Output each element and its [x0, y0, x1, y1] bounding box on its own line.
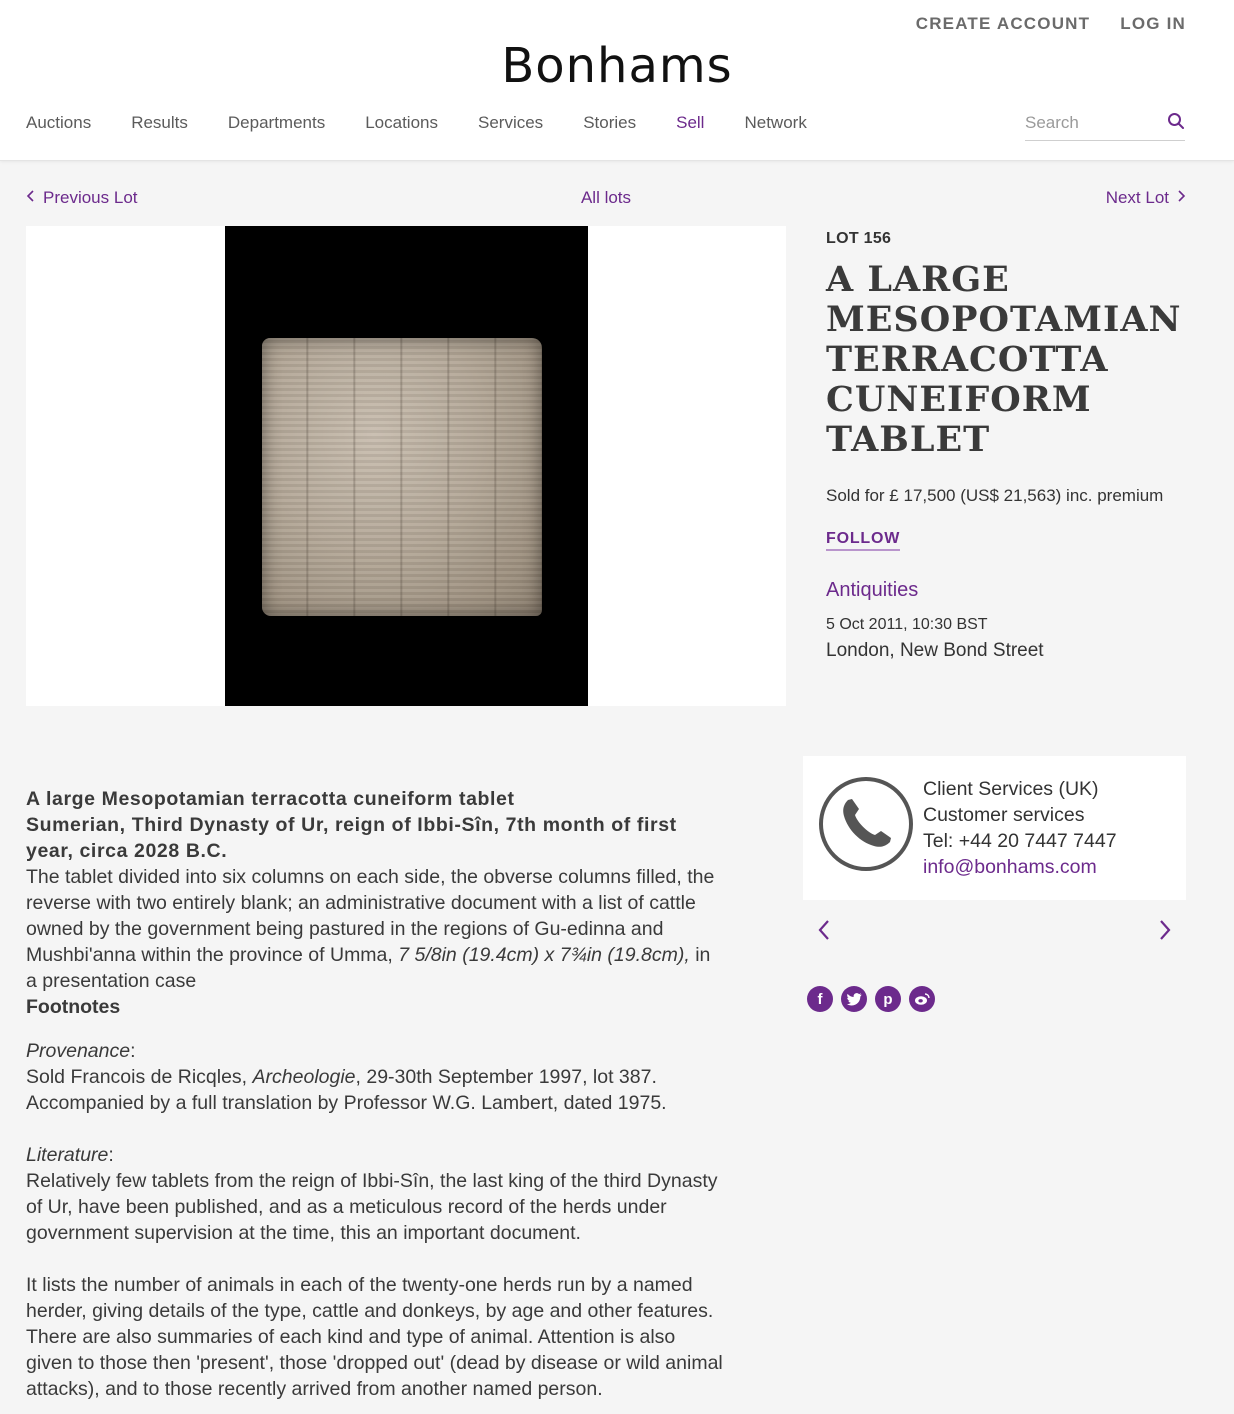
dimensions: 7 5/8in (19.4cm) x 7¾in (19.8cm),	[398, 944, 690, 966]
literature-label-text: Literature	[26, 1144, 109, 1166]
description-body	[26, 864, 726, 994]
site-header	[0, 0, 1234, 161]
nav-departments[interactable]: Departments	[227, 113, 326, 132]
lot-navigation	[26, 188, 1186, 212]
main-nav	[26, 113, 847, 133]
provenance-text-c: , 29-30th September 1997, lot 387.	[355, 1066, 657, 1088]
nav-results[interactable]: Results	[131, 113, 188, 132]
bonhams-logo[interactable]: Bonhams	[501, 38, 733, 94]
lot-summary	[826, 230, 1186, 662]
social-share	[807, 986, 935, 1012]
sold-price: Sold for £ 17,500 (US$ 21,563) inc. premium	[826, 486, 1164, 505]
next-lot-label: Next Lot	[1105, 188, 1169, 207]
search-icon[interactable]	[1167, 112, 1185, 135]
provenance-text-b: Archeologie	[252, 1066, 356, 1088]
nav-stories[interactable]: Stories	[583, 113, 637, 132]
nav-sell[interactable]: Sell	[676, 113, 705, 132]
auction-location: London, New Bond Street	[826, 640, 1044, 661]
search-box	[1025, 110, 1185, 141]
footnotes-heading: Footnotes	[26, 996, 121, 1018]
previous-lot-label: Previous Lot	[43, 188, 138, 207]
contact-department: Client Services (UK)	[923, 778, 1099, 800]
literature-label: Literature:	[26, 1144, 114, 1166]
nav-locations[interactable]: Locations	[365, 113, 438, 132]
facebook-icon[interactable]: f	[807, 986, 833, 1012]
literature-paragraph-2: It lists the number of animals in each of the twenty-one herds run by a named herder, giving details of the type, cattle and donkeys, by age and other features. There are also summaries of each kind and type of animal. Attention is also given to those then 'present', those 'dropped out' (dead by disease or wild animal attacks), and to those recently arrived from another named person.	[26, 1274, 723, 1400]
lot-image[interactable]	[225, 226, 588, 706]
contact-email-link[interactable]: info@bonhams.com	[923, 856, 1097, 878]
literature-paragraph-1: Relatively few tablets from the reign of Ibbi-Sîn, the last king of the third Dynasty of Ur, have been published, and as a meticulous record of the herds under government supervision at the time, this an important document.	[26, 1170, 718, 1244]
department-link[interactable]: Antiquities	[826, 579, 919, 601]
search-input[interactable]	[1025, 113, 1155, 133]
follow-button[interactable]: FOLLOW	[826, 530, 900, 551]
description-subheading: Sumerian, Third Dynasty of Ur, reign of Ibbi-Sîn, 7th month of first year, circa 2028 B.C.	[26, 814, 677, 862]
next-lot-link[interactable]	[1106, 188, 1186, 208]
cuneiform-tablet-image	[262, 338, 542, 616]
provenance-label: Provenance:	[26, 1040, 136, 1062]
all-lots-link[interactable]: All lots	[580, 188, 632, 207]
provenance-line-2: Accompanied by a full translation by Professor W.G. Lambert, dated 1975.	[26, 1092, 667, 1114]
lot-image-container	[26, 226, 786, 706]
nav-services[interactable]: Services	[478, 113, 544, 132]
create-account-link[interactable]: CREATE ACCOUNT	[915, 14, 1091, 33]
contact-details	[923, 776, 1117, 880]
chevron-right-icon	[1177, 188, 1186, 208]
contact-phone: Tel: +44 20 7447 7447	[923, 830, 1117, 852]
provenance-label-text: Provenance	[26, 1040, 131, 1062]
log-in-link[interactable]: LOG IN	[1120, 14, 1186, 33]
provenance-line-1	[26, 1064, 726, 1090]
auction-date: 5 Oct 2011, 10:30 BST	[826, 616, 988, 633]
weibo-icon[interactable]	[909, 986, 935, 1012]
contact-role: Customer services	[923, 804, 1085, 826]
previous-lot-link[interactable]	[26, 188, 138, 208]
lot-description	[26, 786, 726, 1402]
chevron-right-icon[interactable]	[1158, 918, 1172, 947]
description-text-end: in a presentation case	[26, 944, 711, 992]
twitter-icon[interactable]	[841, 986, 867, 1012]
provenance-text-a: Sold Francois de Ricqles,	[26, 1066, 253, 1088]
description-heading: A large Mesopotamian terracotta cuneiform tablet	[26, 788, 515, 810]
description-text: The tablet divided into six columns on each side, the obverse columns filled, the reverse with two entirely blank; an administrative document with a list of cattle owned by the government being pastured in the regions of Gu-edinna and Mushbi'anna within the province of Umma,	[26, 866, 715, 966]
contact-card	[803, 756, 1186, 900]
phone-icon	[818, 776, 914, 877]
nav-auctions[interactable]: Auctions	[26, 113, 92, 132]
lot-number: LOT 156	[826, 230, 892, 247]
pinterest-icon[interactable]: p	[875, 986, 901, 1012]
contact-carousel-controls	[803, 918, 1186, 948]
chevron-left-icon[interactable]	[817, 918, 831, 947]
lot-title: A LARGE MESOPOTAMIAN TERRACOTTA CUNEIFORM TABLET	[826, 259, 1182, 460]
nav-network[interactable]: Network	[744, 113, 807, 132]
account-links	[916, 14, 1186, 34]
chevron-left-icon	[26, 188, 35, 208]
